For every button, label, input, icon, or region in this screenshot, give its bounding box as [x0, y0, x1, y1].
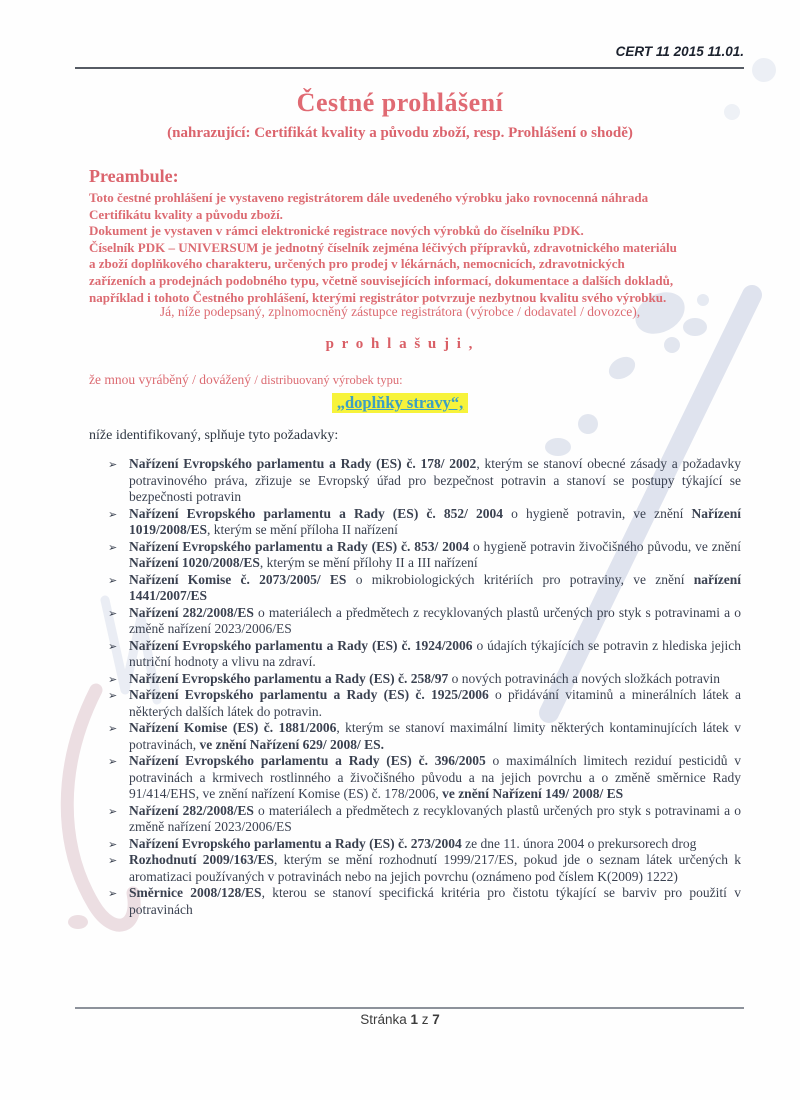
- regulation-name: nařízení 1441/2007/ES: [129, 571, 742, 603]
- regulation-description: o maximálních limitech reziduí pesticidů v potravinách a krmivech rostlinného a živočišného původu a na jejich povrchu a o změně směrnice Rady 91/414/EHS, ve znění nařízení Komise (ES) č. 178/2006,: [129, 753, 741, 801]
- regulation-name: Nařízení Komise (ES) č. 1881/2006: [129, 720, 337, 735]
- arrow-bullet-icon: ➢: [108, 574, 118, 587]
- regulation-description: o přidávání vitaminů a minerálních látek a některých dalších látek do potravin.: [129, 687, 741, 719]
- regulation-name: Směrnice 2008/128/ES: [129, 885, 262, 900]
- requirement-item: [108, 638, 741, 671]
- regulation-description: o nových potravinách a nových složkách potravin: [448, 670, 721, 686]
- requirement-item: [108, 803, 741, 836]
- regulation-description: , kterým se stanoví maximální limity některých kontaminujících látek v potravinách,: [129, 720, 741, 752]
- regulation-description: , kterým se mění rozhodnutí 1999/217/ES, pokud jde o seznam látek určených k aromatizaci používaných v potravinách nebo na jejich povrchu (oznámeno pod číslem K(2009) 1222): [129, 852, 741, 884]
- regulation-name: Nařízení Evropského parlamentu a Rady (ES) č. 178/ 2002: [129, 456, 477, 471]
- highlighted-product-type: „doplňky stravy“,: [332, 393, 469, 413]
- requirement-item: [108, 836, 741, 853]
- total-pages: 7: [432, 1012, 440, 1027]
- regulation-name: Nařízení Evropského parlamentu a Rady (ES) č. 258/97: [129, 670, 449, 686]
- regulation-description: , kterým se mění přílohy II a III nařízení: [259, 555, 478, 570]
- regulation-name: Rozhodnutí 2009/163/ES: [129, 852, 275, 867]
- requirement-item: [108, 605, 741, 638]
- arrow-bullet-icon: ➢: [108, 756, 118, 768]
- preamble-line: a zboží doplňkového charakteru, určených pro prodej v lékárnách, nemocnicích, zdravotnických: [89, 256, 625, 272]
- regulation-name: Nařízení Evropského parlamentu a Rady (ES) č. 1925/2006: [129, 687, 489, 702]
- requirement-item: [108, 456, 741, 506]
- requirements-list: [108, 456, 741, 918]
- regulation-name: Nařízení 282/2008/ES: [129, 604, 254, 620]
- preamble-line: Toto čestné prohlášení je vystaveno registrátorem dále uvedeného výrobku jako rovnocenná náhrada: [89, 190, 649, 205]
- regulation-description: o materiálech a předmětech z recyklovaných plastů určených pro styk s potravinami a o změně nařízení 2023/2006/ES: [129, 604, 742, 636]
- requirements-intro: níže identifikovaný, splňuje tyto požadavky:: [89, 428, 339, 443]
- document-reference: CERT 11 2015 11.01.: [615, 44, 744, 59]
- arrow-bullet-icon: ➢: [108, 459, 118, 471]
- regulation-name: Nařízení Evropského parlamentu a Rady (ES) č. 852/ 2004: [129, 505, 504, 521]
- arrow-bullet-icon: ➢: [108, 855, 118, 867]
- regulation-name: Nařízení Evropského parlamentu a Rady (ES) č. 1924/2006: [129, 637, 473, 653]
- regulation-name: Nařízení 1019/2008/ES: [129, 505, 741, 537]
- arrow-bullet-icon: ➢: [108, 607, 118, 620]
- regulation-name: Nařízení Evropského parlamentu a Rady (ES) č. 396/2005: [129, 753, 486, 768]
- regulation-name: Nařízení Evropského parlamentu a Rady (ES) č. 273/2004: [129, 835, 462, 851]
- requirement-item: [108, 539, 741, 572]
- arrow-bullet-icon: ➢: [108, 640, 118, 653]
- arrow-bullet-icon: ➢: [108, 508, 118, 521]
- preamble-heading: Preambule:: [89, 166, 179, 186]
- preamble-line: Certifikátu kvality a původu zboží.: [89, 206, 283, 222]
- preamble-line: zařízeních a prodejnách podobného typu, včetně souvisejících informací, dokumentace a dalších dokladů,: [89, 272, 674, 288]
- requirement-item: [108, 572, 741, 605]
- preamble-line: Číselník PDK – UNIVERSUM je jednotný číselník zejména léčivých přípravků, zdravotnického materiálu: [89, 239, 677, 255]
- page-label-separator: z: [418, 1012, 433, 1027]
- arrow-bullet-icon: ➢: [108, 673, 118, 686]
- requirement-item: [108, 720, 741, 753]
- regulation-description: o hygieně potravin, ve znění: [503, 505, 692, 521]
- arrow-bullet-icon: ➢: [108, 690, 118, 702]
- product-line-text: že mnou vyráběný / dovážený: [89, 372, 255, 387]
- requirement-item: [108, 753, 741, 803]
- page-number: 1: [410, 1012, 418, 1027]
- regulation-name: ve znění Nařízení 149/ 2008/ ES: [442, 786, 624, 801]
- header-divider: [75, 67, 744, 69]
- arrow-bullet-icon: ➢: [108, 888, 118, 900]
- regulation-description: o hygieně potravin živočišného původu, ve znění: [469, 538, 741, 554]
- preamble-paragraph: [89, 190, 757, 306]
- regulation-name: ve znění Nařízení 629/ 2008/ ES.: [199, 736, 384, 752]
- regulation-name: Nařízení 1020/2008/ES: [129, 555, 260, 570]
- page-number-label: [0, 1012, 800, 1027]
- product-line-text-tail: / distribuovaný výrobek typu:: [254, 373, 403, 387]
- arrow-bullet-icon: ➢: [108, 838, 118, 851]
- regulation-description: , kterou se stanoví specifická kritéria pro čistotu týkající se barviv pro použití v potravinách: [129, 885, 741, 917]
- preamble-line: Dokument je vystaven v rámci elektronické registrace nových výrobků do číselníku PDK.: [89, 223, 584, 239]
- page-subtitle: (nahrazující: Certifikát kvality a původu zboží, resp. Prohlášení o shodě): [167, 125, 633, 141]
- product-type-line: [89, 372, 403, 388]
- highlighted-product-type-row: [0, 393, 800, 413]
- regulation-description: , kterým se mění příloha II nařízení: [207, 522, 398, 537]
- regulation-description: , kterým se stanoví obecné zásady a požadavky potravinového práva, zřizuje se Evropský úřad pro bezpečnost potravin a stanoví se postupy týkající se bezpečnosti potravin: [129, 456, 741, 504]
- declaration-intro: Já, níže podepsaný, zplnomocněný zástupce registrátora (výrobce / dodavatel / dovozce),: [159, 304, 641, 319]
- regulation-description: o údajích týkajících se potravin z hlediska jejich nutriční hodnoty a vlivu na zdraví.: [129, 637, 741, 669]
- page-title: Čestné prohlášení: [296, 88, 504, 117]
- arrow-bullet-icon: ➢: [108, 805, 118, 818]
- regulation-description: o mikrobiologických kritériích pro potraviny, ve znění: [346, 571, 694, 587]
- regulation-description: ze dne 11. února 2004 o prekursorech drog: [461, 835, 697, 851]
- arrow-bullet-icon: ➢: [108, 723, 118, 735]
- regulation-description: o materiálech a předmětech z recyklovaných plastů určených pro styk s potravinami a o změně nařízení 2023/2006/ES: [129, 802, 742, 834]
- requirement-item: [108, 687, 741, 720]
- preamble-line: například i tohoto Čestného prohlášení, kterými registrátor potvrzuje nezbytnou kvalitu svého výrobku.: [89, 289, 667, 305]
- arrow-bullet-icon: ➢: [108, 541, 118, 554]
- regulation-name: Nařízení Komise č. 2073/2005/ ES: [129, 571, 347, 587]
- footer-divider: [75, 1007, 744, 1009]
- declaration-verb: p r o h l a š u j i ,: [325, 336, 475, 352]
- requirement-item: [108, 671, 741, 688]
- requirement-item: [108, 506, 741, 539]
- regulation-name: Nařízení Evropského parlamentu a Rady (ES) č. 853/ 2004: [129, 538, 470, 554]
- page-label-prefix: Stránka: [360, 1012, 411, 1027]
- regulation-name: Nařízení 282/2008/ES: [129, 802, 254, 818]
- requirement-item: [108, 852, 741, 885]
- requirement-item: [108, 885, 741, 918]
